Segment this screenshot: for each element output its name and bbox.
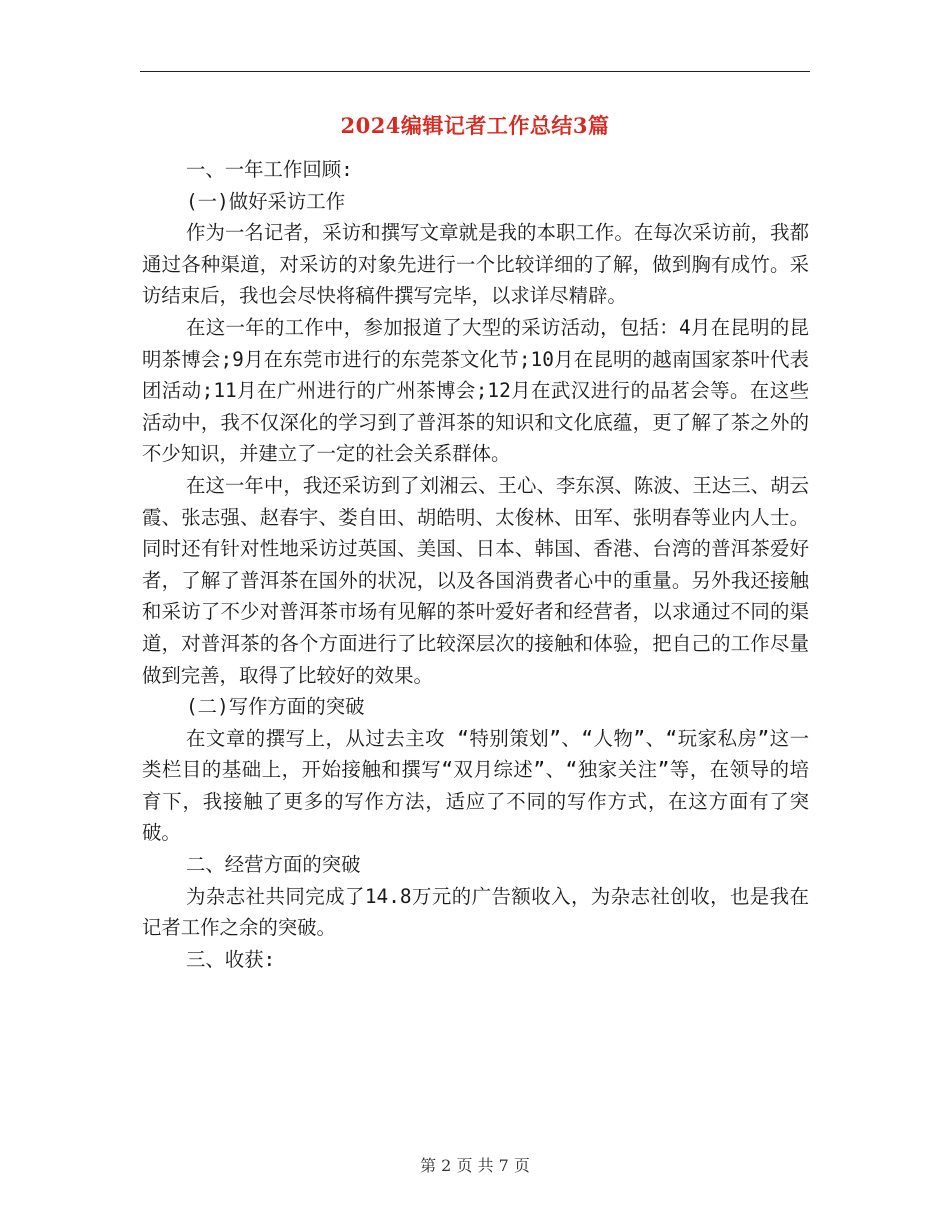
section-heading: 二、经营方面的突破	[186, 853, 361, 877]
paragraph: 在这一年中，我还采访到了刘湘云、王心、李东溟、陈波、王达三、胡云霞、张志强、赵春宇、娄自田、胡皓明、太俊林、田军、张明春等业内人士。同时还有针对性地采访过英国、美国、日本、韩国、香港、台湾的普洱茶爱好者，了解了普洱茶在国外的状况，以及各国消费者心中的重量。另外我还接触和采访了不少对普洱茶市场有见解的茶叶爱好者和经营者，以求通过不同的渠道，对普洱茶的各个方面进行了比较深层次的接触和体验，把自己的工作尽量做到完善，取得了比较好的效果。	[142, 473, 809, 687]
paragraph: 为杂志社共同完成了14.8万元的广告额收入，为杂志社创收，也是我在记者工作之余的突破。	[142, 884, 809, 940]
subsection-heading: (二)写作方面的突破	[186, 695, 365, 719]
paragraph: 在这一年的工作中，参加报道了大型的采访活动，包括：4月在昆明的昆明茶博会;9月在东莞市进行的东莞茶文化节;10月在昆明的越南国家茶叶代表团活动;11月在广州进行的广州茶博会;12月在武汉进行的品茗会等。在这些活动中，我不仅深化的学习到了普洱茶的知识和文化底蕴，更了解了茶之外的不少知识，并建立了一定的社会关系群体。	[142, 315, 809, 466]
subsection-heading: (一)做好采访工作	[186, 189, 346, 213]
section-heading: 一、一年工作回顾:	[186, 158, 353, 181]
section-heading: 三、收获:	[186, 947, 276, 971]
document-title: 2024编辑记者工作总结3篇	[340, 113, 610, 138]
page-number: 第 2 页 共 7 页	[420, 1156, 530, 1175]
header-rule	[140, 71, 810, 72]
paragraph: 在文章的撰写上，从过去主攻 “特别策划”、“人物”、“玩家私房”这一类栏目的基础上，开始接触和撰写“双月综述”、“独家关注”等，在领导的培育下，我接触了更多的写作方法，适应了不同的写作方式，在这方面有了突破。	[142, 726, 809, 845]
document-body	[142, 154, 809, 975]
paragraph: 作为一名记者，采访和撰写文章就是我的本职工作。在每次采访前，我都通过各种渠道，对采访的对象先进行一个比较详细的了解，做到胸有成竹。采访结束后，我也会尽快将稿件撰写完毕，以求详尽精辟。	[142, 221, 809, 308]
